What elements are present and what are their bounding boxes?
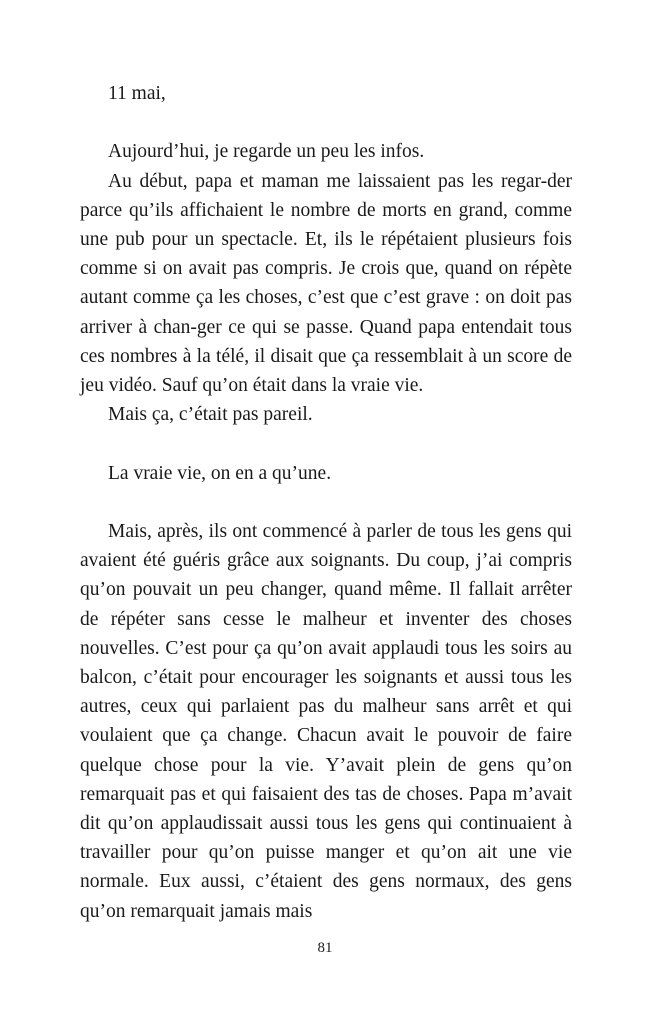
paragraph-spacer	[80, 429, 572, 458]
paragraph-spacer	[80, 488, 572, 517]
paragraph: Mais, après, ils ont commencé à parler de tous les gens qui avaient été guéris grâce aux soignants. Du coup, j’ai compris qu’on pouvait un peu changer, quand même. Il fallait arrêter de répéter sans cesse le malheur et inventer des choses nouvelles. C’est pour ça qu’on avait applaudi tous les soirs au balcon, c’était pour encourager les soignants et aussi tous les autres, ceux qui parlaient pas du malheur sans arrêt et qui voulaient que ça change. Chacun avait le pouvoir de faire quelque chose pour la vie. Y’avait plein de gens qu’on remarquait pas et qui faisaient des tas de choses. Papa m’avait dit qu’on applaudissait aussi tous les gens qui continuaient à travailler pour qu’on puisse manger et qu’on ait une vie normale. Eux aussi, c’étaient des gens normaux, des gens qu’on remarquait jamais mais	[80, 521, 572, 922]
paragraph: Mais ça, c’était pas pareil.	[108, 404, 313, 426]
paragraph: Aujourd’hui, je regarde un peu les infos.	[108, 141, 425, 163]
page-number: 81	[317, 940, 333, 956]
body-text	[80, 79, 572, 926]
paragraph: Au début, papa et maman me laissaient pas les regar-der parce qu’ils affichaient le nombre de morts en grand, comme une pub pour un spectacle. Et, ils le répétaient plusieurs fois comme si on avait pas compris. Je crois que, quand on répète autant comme ça les choses, c’est que c’est grave : on doit pas arriver à chan-ger ce qui se passe. Quand papa entendait tous ces nombres à la télé, il disait que ça ressemblait à un score de jeu vidéo. Sauf qu’on était dans la vraie vie.	[80, 170, 572, 397]
paragraph: La vraie vie, on en a qu’une.	[108, 462, 332, 484]
paragraph-spacer	[80, 108, 572, 137]
date-line: 11 mai,	[108, 83, 166, 104]
